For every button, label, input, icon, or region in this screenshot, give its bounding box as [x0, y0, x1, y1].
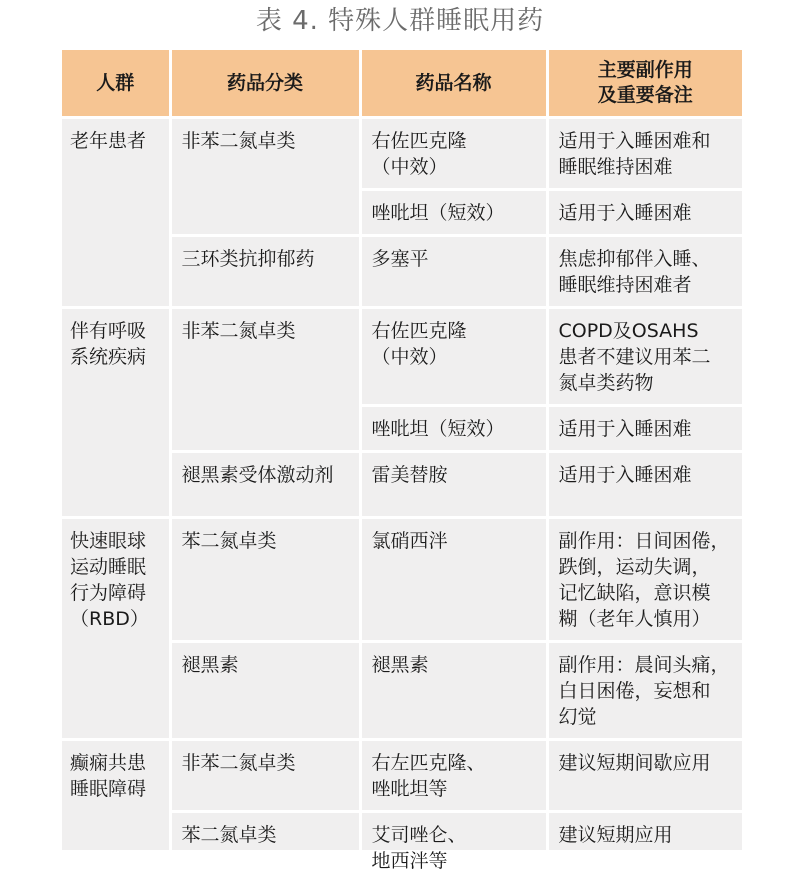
- drug-name: 唑吡坦等: [372, 776, 538, 802]
- note-text: 适用于入睡困难: [559, 200, 735, 226]
- note-cell: [547, 642, 742, 740]
- drug-name: 氯硝西泮: [372, 528, 538, 554]
- category-cell: [170, 308, 360, 452]
- category-cell: [170, 812, 360, 882]
- group-label: 睡眠障碍: [70, 776, 161, 802]
- note-text: 记忆缺陷，意识模: [559, 580, 735, 606]
- note-text: 副作用：晨间头痛，: [559, 652, 735, 678]
- header-notes-line1: 主要副作用: [555, 58, 737, 83]
- header-group: 人群: [62, 50, 170, 118]
- category-cell: [170, 236, 360, 308]
- drug-name: 艾司唑仑、: [372, 822, 538, 848]
- note-text: 白日困倦，妄想和: [559, 678, 735, 704]
- header-drug-name: 药品名称: [360, 50, 547, 118]
- category-cell: [170, 518, 360, 642]
- group-cell-rbd: [62, 518, 170, 740]
- group-label: 运动睡眠: [70, 554, 161, 580]
- category-label: 褪黑素受体激动剂: [182, 462, 351, 488]
- drug-cell: [360, 452, 547, 518]
- drug-cell: [360, 642, 547, 740]
- drug-cell: [360, 236, 547, 308]
- note-text: 焦虑抑郁伴入睡、: [559, 246, 735, 272]
- group-label: 伴有呼吸: [70, 318, 161, 344]
- note-text: COPD及OSAHS: [559, 318, 735, 344]
- note-text: 糊（老年人慎用）: [559, 606, 735, 632]
- drug-cell: [360, 406, 547, 452]
- header-notes: [547, 50, 742, 118]
- note-cell: [547, 406, 742, 452]
- category-label: 苯二氮卓类: [182, 528, 351, 554]
- note-cell: [547, 118, 742, 190]
- header-category: 药品分类: [170, 50, 360, 118]
- drug-cell: [360, 308, 547, 406]
- note-cell: [547, 740, 742, 812]
- drug-cell: [360, 518, 547, 642]
- note-text: 建议短期间歇应用: [559, 750, 735, 776]
- drug-name: 褪黑素: [372, 652, 538, 678]
- drug-name-suffix: （中效）: [372, 154, 538, 180]
- drug-cell: [360, 190, 547, 236]
- drug-name: 唑吡坦（短效）: [372, 416, 538, 442]
- drug-name: 右左匹克隆、: [372, 750, 538, 776]
- drug-name: 右佐匹克隆: [372, 128, 538, 154]
- category-cell: [170, 452, 360, 518]
- note-cell: [547, 452, 742, 518]
- note-cell: [547, 190, 742, 236]
- note-cell: [547, 308, 742, 406]
- group-label: 老年患者: [70, 128, 161, 154]
- note-text: 睡眠维持困难者: [559, 272, 735, 298]
- table-title: 表 4. 特殊人群睡眠用药: [0, 4, 800, 38]
- category-label: 三环类抗抑郁药: [182, 246, 351, 272]
- drug-name: 多塞平: [372, 246, 538, 272]
- note-text: 适用于入睡困难: [559, 416, 735, 442]
- note-text: 睡眠维持困难: [559, 154, 735, 180]
- drug-name: 唑吡坦（短效）: [372, 200, 538, 226]
- note-text: 幻觉: [559, 704, 735, 730]
- drug-name-suffix: （中效）: [372, 344, 538, 370]
- drug-cell: [360, 118, 547, 190]
- note-cell: [547, 812, 742, 882]
- medication-table: [62, 50, 742, 850]
- group-cell-respiratory: [62, 308, 170, 518]
- note-text: 适用于入睡困难: [559, 462, 735, 488]
- group-label: 行为障碍: [70, 580, 161, 606]
- note-text: 适用于入睡困难和: [559, 128, 735, 154]
- group-label: （RBD）: [70, 606, 161, 632]
- group-cell-epilepsy: [62, 740, 170, 882]
- group-cell-elderly: [62, 118, 170, 308]
- table: [62, 50, 742, 882]
- drug-cell: [360, 812, 547, 882]
- category-label: 褪黑素: [182, 652, 351, 678]
- group-label: 癫痫共患: [70, 750, 161, 776]
- category-cell: [170, 118, 360, 236]
- note-text: 患者不建议用苯二: [559, 344, 735, 370]
- category-cell: [170, 642, 360, 740]
- category-label: 苯二氮卓类: [182, 822, 351, 848]
- group-label: 系统疾病: [70, 344, 161, 370]
- table-row: [62, 118, 742, 190]
- drug-name: 雷美替胺: [372, 462, 538, 488]
- drug-name: 地西泮等: [372, 848, 538, 874]
- header-row: [62, 50, 742, 118]
- note-text: 建议短期应用: [559, 822, 735, 848]
- header-notes-line2: 及重要备注: [555, 83, 737, 108]
- drug-name: 右佐匹克隆: [372, 318, 538, 344]
- category-label: 非苯二氮卓类: [182, 128, 351, 154]
- category-label: 非苯二氮卓类: [182, 750, 351, 776]
- category-label: 非苯二氮卓类: [182, 318, 351, 344]
- note-text: 跌倒，运动失调，: [559, 554, 735, 580]
- note-text: 氮卓类药物: [559, 370, 735, 396]
- drug-cell: [360, 740, 547, 812]
- note-cell: [547, 518, 742, 642]
- category-cell: [170, 740, 360, 812]
- table-row: [62, 740, 742, 812]
- table-row: [62, 518, 742, 642]
- note-text: 副作用：日间困倦，: [559, 528, 735, 554]
- note-cell: [547, 236, 742, 308]
- table-row: [62, 308, 742, 406]
- group-label: 快速眼球: [70, 528, 161, 554]
